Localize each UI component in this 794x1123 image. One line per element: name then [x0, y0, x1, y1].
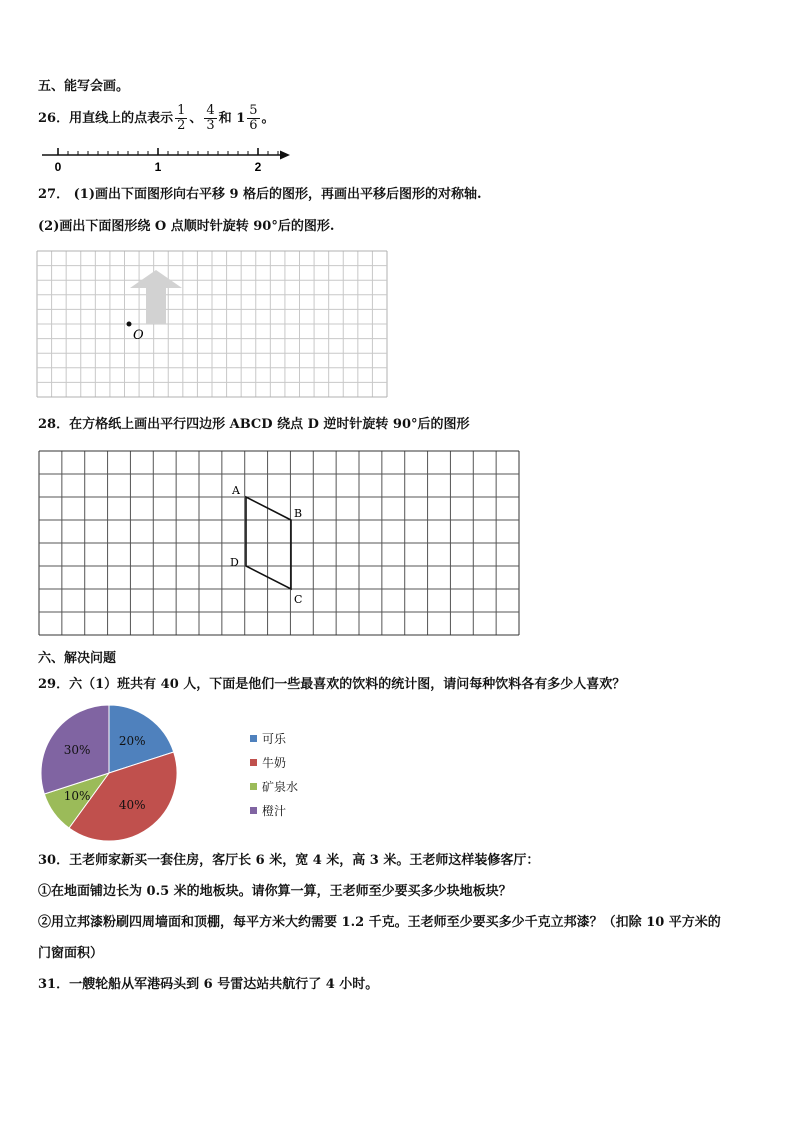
frac3-denominator: 6	[249, 118, 258, 133]
question-29: 29．六（1）班共有 40 人，下面是他们一些最喜欢的饮料的统计图，请问每种饮料各有多少人喜欢？	[38, 677, 626, 692]
grid-q28	[38, 450, 522, 640]
pie-chart	[38, 702, 180, 844]
question-30-intro: 30．王老师家新买一套住房，客厅长 6 米，宽 4 米，高 3 米。王老师这样装修客厅：	[38, 853, 540, 868]
pie-label-cola: 20%	[118, 734, 146, 749]
frac1-numerator: 1	[177, 103, 186, 118]
section-5-title: 五、能写会画。	[38, 79, 130, 94]
frac2-denominator: 3	[206, 118, 215, 133]
question-26	[38, 104, 275, 133]
fraction-five-sixths	[247, 104, 259, 133]
arrow-shape-icon	[130, 270, 182, 324]
q26-prefix: 26．用直线上的点表示	[38, 110, 174, 126]
point-o-label: O	[133, 328, 144, 343]
number-line-arrow-icon	[280, 151, 290, 160]
legend-label-orange-juice: 橙汁	[262, 804, 287, 818]
vertex-label-b: B	[294, 507, 303, 520]
legend-item-orange-juice	[250, 802, 286, 819]
pie-slices	[41, 705, 177, 841]
question-27-part-1: 27． (1)画出下面图形向右平移 9 格后的图形，再画出平移后图形的对称轴.	[38, 187, 482, 202]
section-6-title: 六、解决问题	[38, 651, 117, 666]
legend-item-milk	[250, 754, 286, 771]
vertex-label-a: A	[232, 484, 240, 497]
legend-label-milk: 牛奶	[262, 756, 287, 770]
legend-item-cola	[250, 730, 286, 747]
vertex-label-d: D	[230, 556, 239, 569]
legend-swatch-water	[250, 783, 257, 790]
question-27-part-2: (2)画出下面图形绕 O 点顺时针旋转 90°后的图形.	[38, 219, 335, 234]
q26-separator: 、	[189, 110, 203, 126]
number-line-label-0: 0	[54, 160, 62, 174]
frac1-denominator: 2	[177, 118, 186, 133]
number-line-ticks	[58, 148, 278, 155]
number-line	[36, 142, 298, 174]
frac2-numerator: 4	[206, 103, 215, 118]
pie-label-milk: 40%	[118, 797, 146, 812]
grid-q27-lines	[37, 251, 387, 397]
question-30-part-2: ②用立邦漆粉刷四周墙面和顶棚，每平方米大约需要 1.2 千克。王老师至少要买多少千克立邦漆？（扣除 10 平方米的	[38, 915, 721, 930]
legend-label-cola: 可乐	[262, 732, 287, 746]
legend-label-water: 矿泉水	[262, 780, 299, 794]
legend-swatch-orange-juice	[250, 807, 257, 814]
point-o-icon	[127, 322, 132, 327]
grid-q28-lines	[39, 451, 519, 635]
number-line-label-2: 2	[254, 160, 262, 174]
fraction-one-half	[175, 104, 187, 133]
number-line-label-1: 1	[154, 160, 162, 174]
pie-label-water: 10%	[63, 789, 91, 804]
grid-q27	[36, 250, 390, 400]
frac3-numerator: 5	[249, 103, 258, 118]
question-31: 31．一艘轮船从军港码头到 6 号雷达站共航行了 4 小时。	[38, 977, 379, 992]
legend-swatch-cola	[250, 735, 257, 742]
vertex-label-c: C	[294, 593, 303, 606]
question-30-part-1: ①在地面铺边长为 0.5 米的地板块。请你算一算，王老师至少要买多少块地板块？	[38, 884, 512, 899]
question-30-part-2-cont: 门窗面积）	[38, 946, 104, 961]
q26-and-text: 和 1	[218, 110, 246, 126]
fraction-four-thirds	[204, 104, 216, 133]
q26-suffix: 。	[261, 110, 275, 126]
pie-label-orange-juice: 30%	[63, 742, 91, 757]
legend-swatch-milk	[250, 759, 257, 766]
legend-item-water	[250, 778, 298, 795]
question-28: 28．在方格纸上画出平行四边形 ABCD 绕点 D 逆时针旋转 90°后的图形	[38, 417, 470, 432]
